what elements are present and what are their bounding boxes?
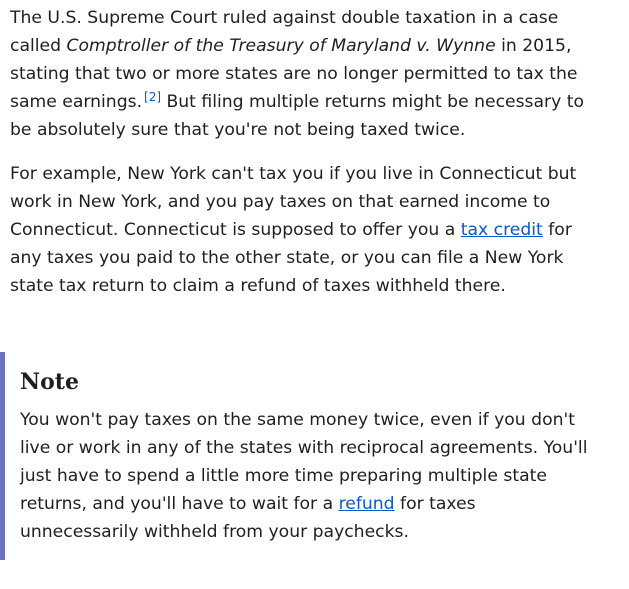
case-name: Comptroller of the Treasury of Maryland v. Wynne bbox=[66, 36, 496, 56]
para1-text-after: in 2015, stating that two or more states are no longer permitted to tax the same earnings. bbox=[10, 36, 578, 112]
refund-link[interactable]: refund bbox=[338, 494, 395, 514]
paragraph-supreme-court bbox=[10, 4, 599, 144]
citation bbox=[144, 90, 161, 104]
tax-credit-link[interactable]: tax credit bbox=[460, 220, 543, 240]
paragraph-example bbox=[10, 160, 599, 300]
note-callout bbox=[0, 352, 609, 560]
note-title: Note bbox=[20, 369, 79, 395]
para1-text-end: But filing multiple returns might be necessary to be absolutely sure that you're not being taxed twice. bbox=[10, 92, 585, 140]
citation-link[interactable]: [2] bbox=[144, 90, 162, 104]
para1-text-before: The U.S. Supreme Court ruled against double taxation in a case called bbox=[10, 8, 559, 56]
article-body bbox=[0, 0, 609, 300]
para2-text-after: for any taxes you paid to the other state, or you can file a New York state tax return to claim a refund of taxes withheld there. bbox=[10, 220, 572, 296]
note-text bbox=[20, 406, 595, 546]
note-text-before: You won't pay taxes on the same money twice, even if you don't live or work in any of the states with reciprocal agreements. You'll just have to spend a little more time preparing multiple state returns, and you'll have to wait for a bbox=[20, 410, 588, 514]
para2-text-before: For example, New York can't tax you if you live in Connecticut but work in New York, and you pay taxes on that earned income to Connecticut. Connecticut is supposed to offer you a bbox=[10, 164, 577, 240]
note-text-after: for taxes unnecessarily withheld from your paychecks. bbox=[20, 494, 476, 542]
